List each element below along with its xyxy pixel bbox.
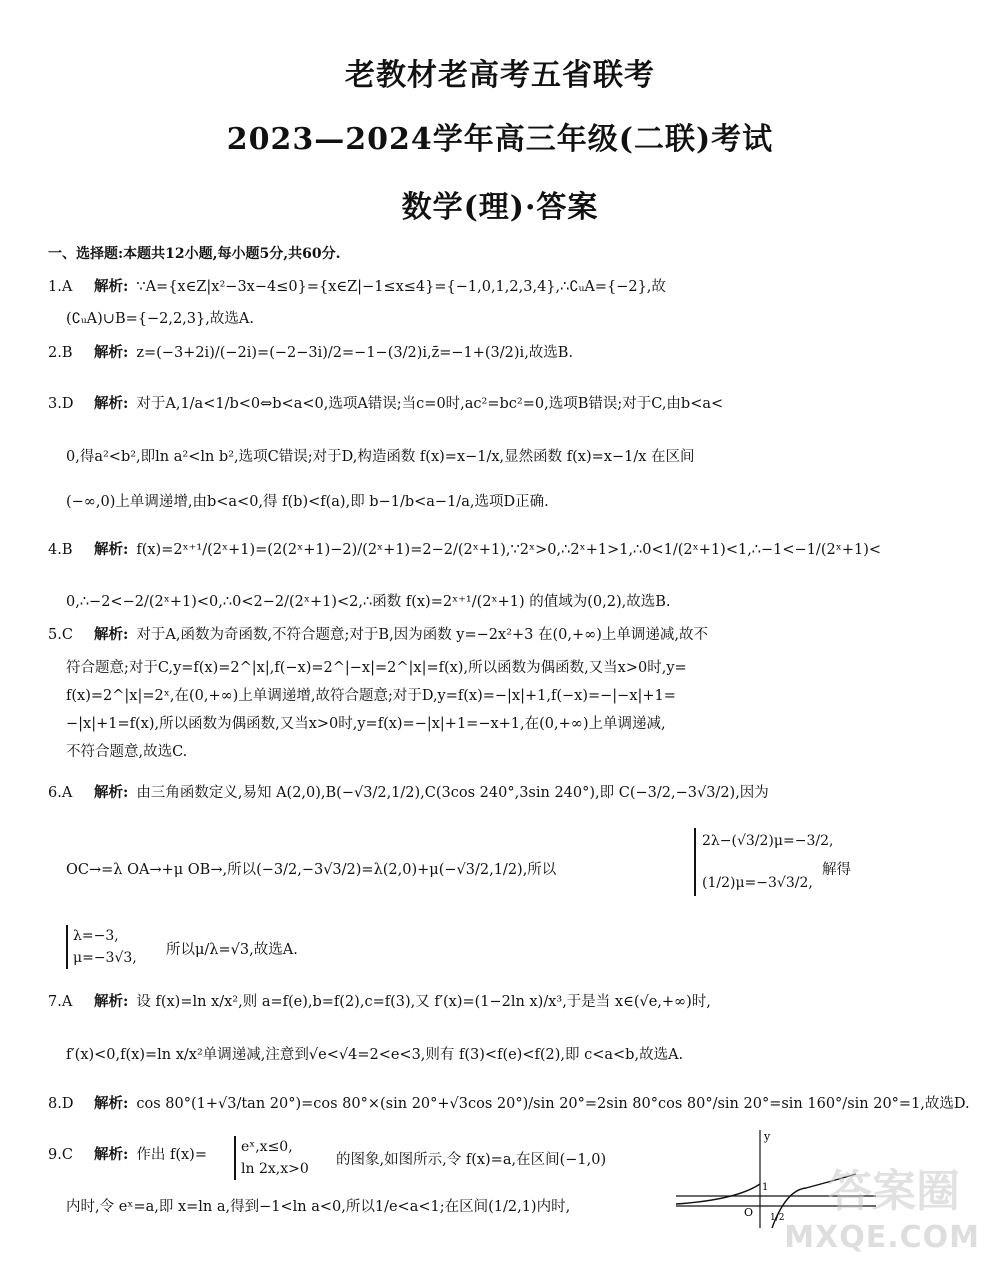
exam-title: 老教材老高考五省联考 bbox=[345, 58, 655, 93]
equation: 2λ−(√3/2)μ=−3/2, bbox=[702, 833, 834, 849]
one-label: 1 bbox=[762, 1182, 769, 1193]
question-3-cont: (−∞,0)上单调递增,由b<a<0,得 f(b)<f(a),即 b−1/b<a−1/a,选项D正确. bbox=[66, 494, 549, 510]
analysis-label: 解析: bbox=[94, 784, 129, 801]
question-text: 由三角函数定义,易知 A(2,0),B(−√3/2,1/2),C(3cos 240°,3sin 240°),即 C(−3/2,−3√3/2),因为 bbox=[136, 785, 769, 801]
analysis-label: 解析: bbox=[94, 993, 129, 1010]
equation-system bbox=[694, 828, 833, 896]
question-number: 4.B bbox=[48, 542, 73, 558]
watermark bbox=[784, 1155, 980, 1255]
question-number: 8.D bbox=[48, 1096, 74, 1112]
question-4-cont: 0,∴−2<−2/(2ˣ+1)<0,∴0<2−2/(2ˣ+1)<2,∴函数 f(x)=2ˣ⁺¹/(2ˣ+1) 的值域为(0,2),故选B. bbox=[66, 594, 671, 610]
solution-system bbox=[66, 925, 137, 969]
exp-curve bbox=[676, 1184, 760, 1204]
analysis-label: 解析: bbox=[94, 1095, 129, 1112]
question-text: 设 f(x)=ln x/x²,则 a=f(e),b=f(2),c=f(3),又 f′(x)=(1−2ln x)/x³,于是当 x∈(√e,+∞)时, bbox=[136, 994, 711, 1010]
question-number: 5.C bbox=[48, 627, 73, 643]
question-number: 6.A bbox=[48, 785, 73, 801]
question-5-cont: 符合题意;对于C,y=f(x)=2^|x|,f(−x)=2^|−x|=2^|x|=f(x),所以函数为偶函数,又当x>0时,y= bbox=[66, 660, 687, 676]
question-text: 作出 f(x)= bbox=[136, 1147, 207, 1163]
question-text: z=(−3+2i)/(−2i)=(−2−3i)/2=−1−(3/2)i,z̄=−1+(3/2)i,故选B. bbox=[136, 345, 574, 361]
question-7-cont: f′(x)<0,f(x)=ln x/x²单调递减,注意到√e<√4=2<e<3,则有 f(3)<f(e)<f(2),即 c<a<b,故选A. bbox=[66, 1047, 684, 1063]
question-4 bbox=[48, 541, 882, 558]
analysis-label: 解析: bbox=[94, 344, 129, 361]
question-number: 1.A bbox=[48, 279, 73, 295]
analysis-label: 解析: bbox=[94, 1146, 129, 1163]
piecewise-function bbox=[234, 1136, 309, 1180]
y-axis-label: y bbox=[764, 1130, 771, 1143]
question-1-cont: (∁ᵤA)∪B={−2,2,3},故选A. bbox=[66, 311, 254, 327]
analysis-label: 解析: bbox=[94, 278, 129, 295]
question-5-cont: 不符合题意,故选C. bbox=[66, 744, 188, 760]
question-5 bbox=[48, 628, 876, 643]
exam-subtitle: 2023—2024学年高三年级(二联)考试 bbox=[226, 122, 774, 157]
question-text: ∵A={x∈Z|x²−3x−4≤0}={x∈Z|−1≤x≤4}={−1,0,1,2,3,4},∴∁ᵤA={−2},故 bbox=[136, 279, 666, 295]
equation: (1/2)μ=−3√3/2, bbox=[702, 875, 813, 891]
question-number: 7.A bbox=[48, 994, 73, 1010]
question-text: 对于A,1/a<1/b<0⇔b<a<0,选项A错误;当c=0时,ac²=bc²=0,选项B错误;对于C,由b<a< bbox=[136, 396, 724, 412]
subject-title: 数学(理)·答案 bbox=[401, 190, 599, 225]
question-text: f(x)=2ˣ⁺¹/(2ˣ+1)=(2(2ˣ+1)−2)/(2ˣ+1)=2−2/(2ˣ+1),∵2ˣ>0,∴2ˣ+1>1,∴0<1/(2ˣ+1)<1,∴−1<−1/(2ˣ+1)< bbox=[136, 542, 882, 558]
question-5-cont: −|x|+1=f(x),所以函数为偶函数,又当x>0时,y=f(x)=−|x|+1=−x+1,在(0,+∞)上单调递减, bbox=[66, 716, 666, 732]
equation: μ=−3√3, bbox=[73, 950, 137, 966]
section-heading: 一、选择题:本题共12小题,每小题5分,共60分. bbox=[48, 246, 341, 262]
analysis-label: 解析: bbox=[94, 541, 129, 558]
question-text: cos 80°(1+√3/tan 20°)=cos 80°×(sin 20°+√3cos 20°)/sin 20°=2sin 80°cos 80°/sin 20°=sin 160°/sin 20°=1,故选D. bbox=[136, 1096, 970, 1112]
question-3-cont: 0,得a²<b²,即ln a²<ln b²,选项C错误;对于D,构造函数 f(x)=x−1/x,显然函数 f(x)=x−1/x 在区间 bbox=[66, 449, 695, 465]
question-number: 9.C bbox=[48, 1147, 73, 1163]
equation: λ=−3, bbox=[73, 928, 119, 944]
case: eˣ,x≤0, bbox=[241, 1139, 293, 1155]
question-3 bbox=[48, 397, 876, 412]
watermark-logo: 答案圈 bbox=[828, 1166, 960, 1217]
analysis-label: 解析: bbox=[94, 395, 129, 412]
question-number: 2.B bbox=[48, 345, 73, 361]
question-7 bbox=[48, 995, 876, 1010]
question-number: 3.D bbox=[48, 396, 74, 412]
question-6 bbox=[48, 786, 876, 801]
question-text: 对于A,函数为奇函数,不符合题意;对于B,因为函数 y=−2x²+3 在(0,+∞)上单调递减,故不 bbox=[136, 627, 708, 643]
question-5-cont: f(x)=2^|x|=2ˣ,在(0,+∞)上单调递增,故符合题意;对于D,y=f(x)=−|x|+1,f(−x)=−|−x|+1= bbox=[66, 688, 676, 704]
question-2 bbox=[48, 346, 876, 361]
analysis-label: 解析: bbox=[94, 626, 129, 643]
half-label: 1/2 bbox=[770, 1213, 785, 1223]
origin-label: O bbox=[744, 1206, 754, 1219]
question-6-cont: OC→=λ OA→+μ OB→,所以(−3/2,−3√3/2)=λ(2,0)+μ(−√3/2,1/2),所以 bbox=[66, 862, 557, 878]
question-9-text: 的图象,如图所示,令 f(x)=a,在区间(−1,0) bbox=[336, 1152, 607, 1168]
question-8 bbox=[48, 1095, 970, 1112]
question-6-cont: 所以μ/λ=√3,故选A. bbox=[166, 942, 298, 958]
solve-text: 解得 bbox=[822, 862, 851, 878]
question-1 bbox=[48, 280, 876, 295]
watermark-site: MXQE.COM bbox=[784, 1220, 980, 1255]
question-9-cont: 内时,令 eˣ=a,即 x=ln a,得到−1<ln a<0,所以1/e<a<1;在区间(1/2,1)内时, bbox=[66, 1199, 571, 1215]
case: ln 2x,x>0 bbox=[241, 1161, 309, 1177]
